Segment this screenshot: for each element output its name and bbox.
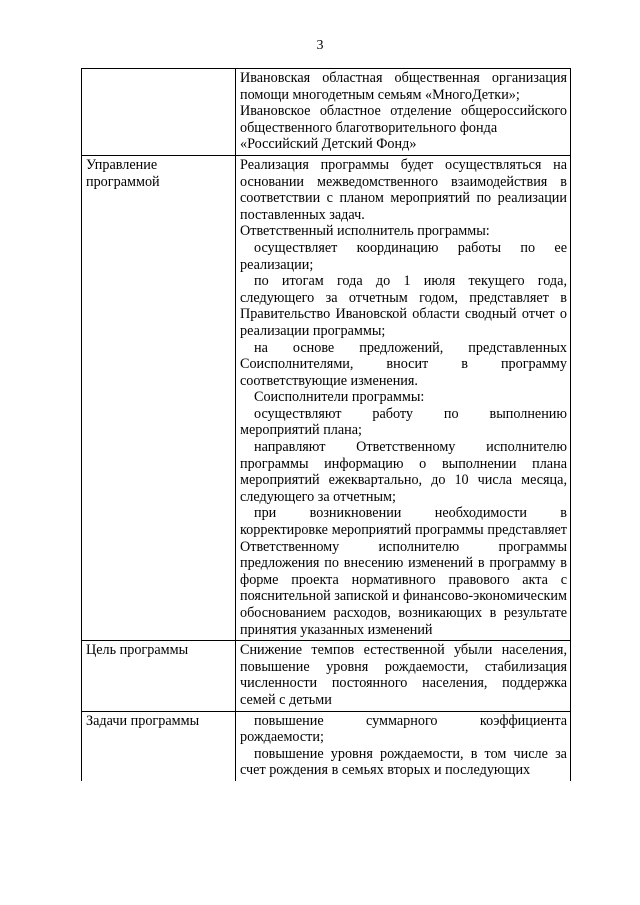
row-content [236,155,571,640]
table-row [82,155,571,640]
paragraph: Соисполнители программы: [254,389,425,406]
table-row [82,641,571,711]
program-passport-table [81,68,571,781]
paragraph: «Российский Детский Фонд» [240,136,417,153]
row-label: Управление программой [82,155,236,640]
paragraph: Реализация программы будет осуществляться на основании межведомственного взаимодействия в соответствии с планом мероприятий по реализации поставленных задач. [240,156,567,223]
row-content [236,641,571,711]
paragraph: осуществляет координацию работы по ее реализации; [240,239,567,273]
table-row [82,711,571,781]
paragraph: Снижение темпов естественной убыли населения, повышение уровня рождаемости, стабилизация численности постоянного населения, поддержка семей с детьми [240,642,567,708]
paragraph: Ивановское областное отделение общероссийского общественного благотворительного фонда [240,103,567,136]
paragraph: повышение уровня рождаемости, в том числе за счет рождения в семьях вторых и последующих [240,745,567,779]
paragraph: осуществляют работу по выполнению мероприятий плана; [240,405,567,439]
paragraph: по итогам года до 1 июля текущего года, следующего за отчетным годом, представляет в Правительство Ивановской области сводный отчет о реализации программы; [240,273,567,339]
paragraph: при возникновении необходимости в корректировке мероприятий программы представляет Ответственному исполнителю программы предложения по внесению изменений в программу в форме проекта нормативного правового акта с пояснительной запиской и финансово-экономическим обоснованием расходов, возникающих в результате принятия указанных изменений [240,505,568,638]
paragraph: на основе предложений, представленных Соисполнителями, вносит в программу соответствующие изменения. [240,339,567,389]
paragraph: направляют Ответственному исполнителю программы информацию о выполнении плана мероприятий ежеквартально, до 10 числа месяца, следующего за отчетным; [240,439,567,505]
row-label: Задачи программы [82,711,236,781]
paragraph: Ответственный исполнитель программы: [240,223,490,240]
row-content [236,69,571,156]
row-label [82,69,236,156]
table-row [82,69,571,156]
row-label: Цель программы [82,641,236,711]
paragraph: повышение суммарного коэффициента рождаемости; [240,712,567,746]
row-content [236,711,571,781]
paragraph: Ивановская областная общественная организация помощи многодетным семьям «МногоДетки»; [240,70,567,103]
page-number: 3 [316,38,324,53]
